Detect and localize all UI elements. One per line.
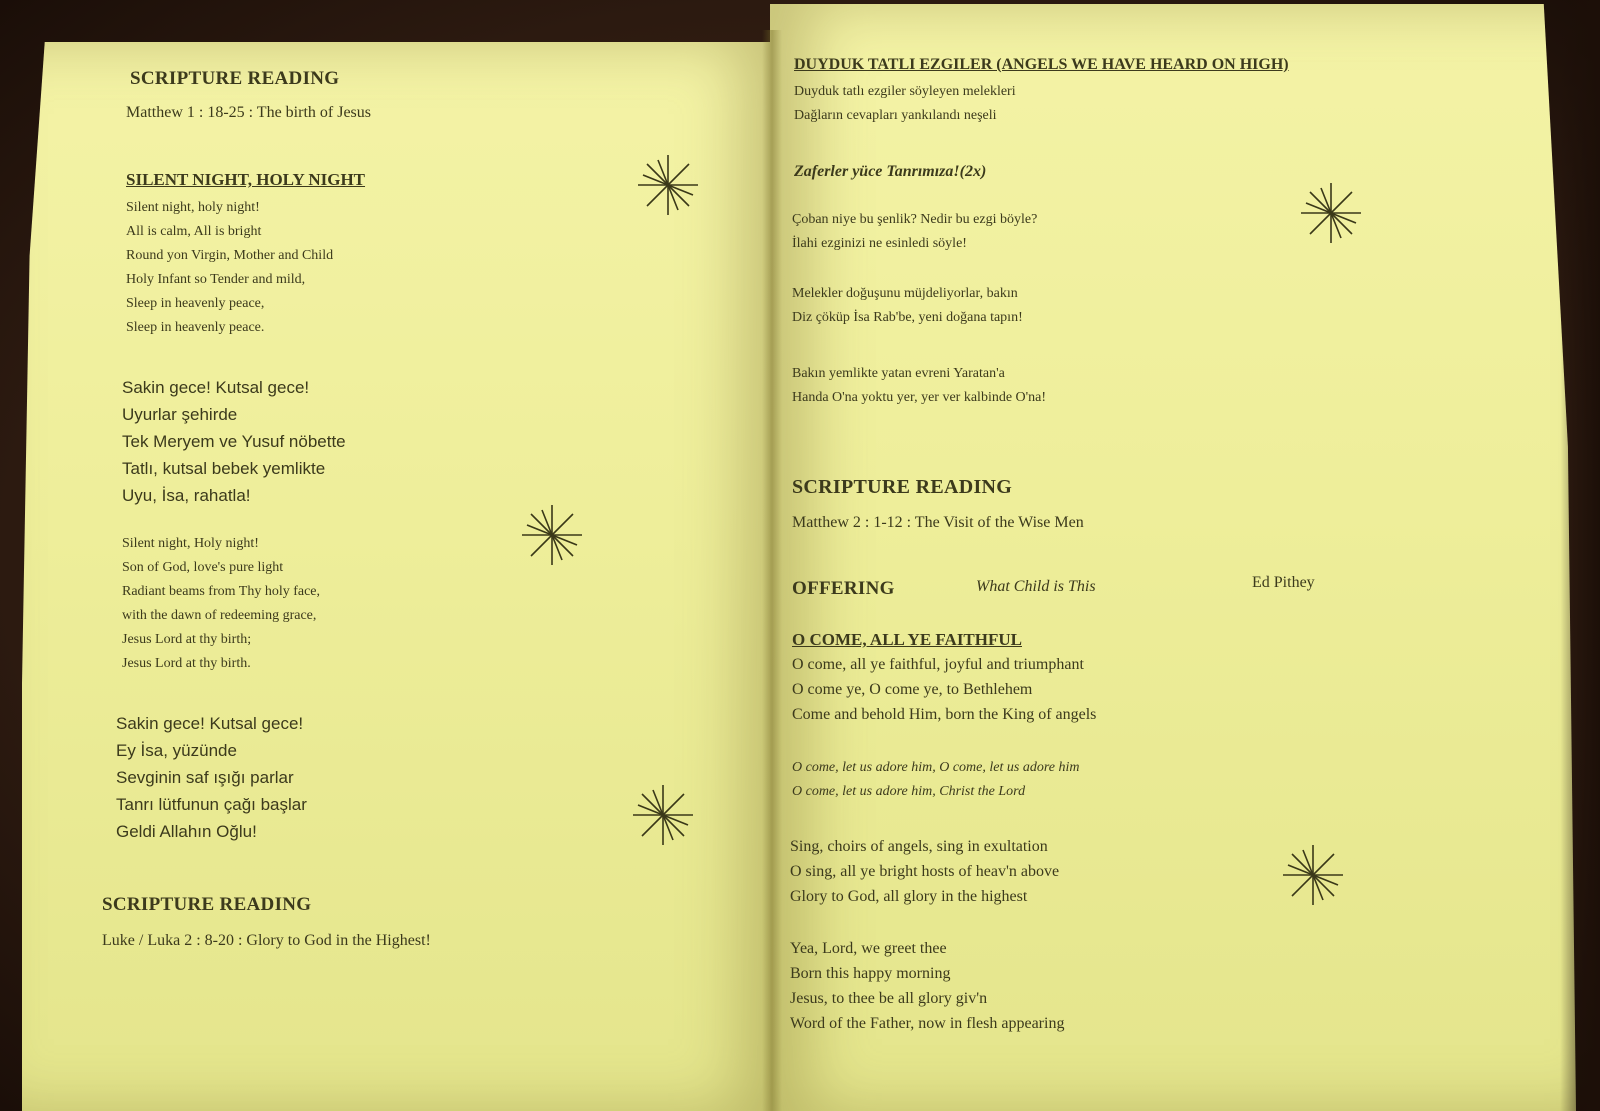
offering-piece: What Child is This: [976, 578, 1096, 595]
lyric-line: Melekler doğuşunu müjdeliyorlar, bakın: [792, 286, 1018, 301]
lyric-line: Born this happy morning: [790, 965, 951, 982]
lyric-line: Uyurlar şehirde: [122, 405, 238, 424]
verse-turkish-2: [116, 710, 307, 845]
star-ornament-icon: [517, 500, 587, 570]
lyric-line: Sevginin saf ışığı parlar: [116, 768, 294, 787]
star-ornament-icon: [1296, 178, 1366, 248]
lyric-line: O come ye, O come ye, to Bethlehem: [792, 681, 1033, 698]
carol2-verse-2: [792, 208, 1037, 256]
verse-english-2: [122, 532, 320, 676]
carol-title-silent-night: SILENT NIGHT, HOLY NIGHT: [126, 170, 366, 189]
lyric-line: Come and behold Him, born the King of angels: [792, 706, 1097, 723]
lyric-line: O sing, all ye bright hosts of heav'n above: [790, 863, 1060, 880]
scripture-reading-heading-1: SCRIPTURE READING: [130, 68, 340, 89]
offering-performer: Ed Pithey: [1252, 574, 1315, 591]
star-ornament-icon: [1278, 840, 1348, 910]
carol-title-o-come: O COME, ALL YE FAITHFUL: [792, 630, 1022, 649]
lyric-line: Silent night, Holy night!: [122, 536, 259, 551]
carol3-refrain: [792, 756, 1079, 804]
lyric-line: O come, let us adore him, O come, let us adore him: [792, 760, 1080, 775]
lyric-line: Tek Meryem ve Yusuf nöbette: [122, 432, 346, 451]
lyric-line: Tanrı lütfunun çağı başlar: [116, 795, 307, 814]
lyric-line: Sleep in heavenly peace,: [126, 296, 265, 311]
edge-shadow: [1560, 0, 1600, 1111]
lyric-line: Sleep in heavenly peace.: [126, 320, 265, 335]
carol-title-angels: DUYDUK TATLI EZGILER (ANGELS WE HAVE HEARD ON HIGH): [794, 56, 1289, 73]
lyric-line: with the dawn of redeeming grace,: [122, 608, 317, 623]
carol3-verse-2: [790, 834, 1059, 909]
lyric-line: Yea, Lord, we greet thee: [790, 940, 947, 957]
lyric-line: Tatlı, kutsal bebek yemlikte: [122, 459, 326, 478]
scripture-reference-1: Matthew 1 : 18-25 : The birth of Jesus: [126, 104, 372, 121]
lyric-line: Bakın yemlikte yatan evreni Yaratan'a: [792, 366, 1005, 381]
carol2-verse-4: [792, 362, 1046, 410]
booklet-gutter: [762, 30, 782, 1111]
scripture-reference-3: Matthew 2 : 1-12 : The Visit of the Wise Men: [792, 514, 1084, 531]
lyric-line: Silent night, holy night!: [126, 200, 260, 215]
scripture-reading-heading-2: SCRIPTURE READING: [102, 894, 312, 915]
lyric-line: Son of God, love's pure light: [122, 560, 284, 575]
carol3-verse-1: [792, 652, 1096, 727]
lyric-line: Jesus Lord at thy birth.: [122, 656, 251, 671]
lyric-line: Uyu, İsa, rahatla!: [122, 486, 251, 505]
lyric-line: Sing, choirs of angels, sing in exultation: [790, 838, 1048, 855]
lyric-line: O come, let us adore him, Christ the Lord: [792, 784, 1026, 799]
star-ornament-icon: [628, 780, 698, 850]
lyric-line: Glory to God, all glory in the highest: [790, 888, 1028, 905]
lyric-line: Word of the Father, now in flesh appearing: [790, 1015, 1065, 1032]
lyric-line: Çoban niye bu şenlik? Nedir bu ezgi böyle?: [792, 212, 1038, 227]
lyric-line: Sakin gece! Kutsal gece!: [122, 378, 310, 397]
lyric-line: Radiant beams from Thy holy face,: [122, 584, 321, 599]
lyric-line: Duyduk tatlı ezgiler söyleyen melekleri: [794, 84, 1016, 99]
lyric-line: İlahi ezginizi ne esinledi söyle!: [792, 236, 967, 251]
scripture-reference-2: Luke / Luka 2 : 8-20 : Glory to God in the Highest!: [102, 932, 431, 949]
verse-turkish-1: [122, 374, 346, 509]
lyric-line: Jesus, to thee be all glory giv'n: [790, 990, 988, 1007]
verse-english-1: [126, 196, 333, 340]
carol3-verse-3: [790, 936, 1064, 1036]
lyric-line: Ey İsa, yüzünde: [116, 741, 237, 760]
lyric-line: Jesus Lord at thy birth;: [122, 632, 252, 647]
lyric-line: Dağların cevapları yankılandı neşeli: [794, 108, 997, 123]
carol2-verse-1: [794, 80, 1016, 128]
lyric-line: Holy Infant so Tender and mild,: [126, 272, 306, 287]
scripture-reading-heading-3: SCRIPTURE READING: [792, 476, 1013, 498]
lyric-line: Handa O'na yoktu yer, yer ver kalbinde O'na!: [792, 390, 1047, 405]
star-ornament-icon: [633, 150, 703, 220]
lyric-line: Sakin gece! Kutsal gece!: [116, 714, 304, 733]
offering-label: OFFERING: [792, 578, 895, 599]
carol2-refrain: Zaferler yüce Tanrımıza!(2x): [794, 163, 987, 180]
lyric-line: All is calm, All is bright: [126, 224, 262, 239]
lyric-line: O come, all ye faithful, joyful and triumphant: [792, 656, 1084, 673]
lyric-line: Round yon Virgin, Mother and Child: [126, 248, 334, 263]
lyric-line: Diz çöküp İsa Rab'be, yeni doğana tapın!: [792, 310, 1023, 325]
carol2-verse-3: [792, 282, 1023, 330]
lyric-line: Geldi Allahın Oğlu!: [116, 822, 257, 841]
